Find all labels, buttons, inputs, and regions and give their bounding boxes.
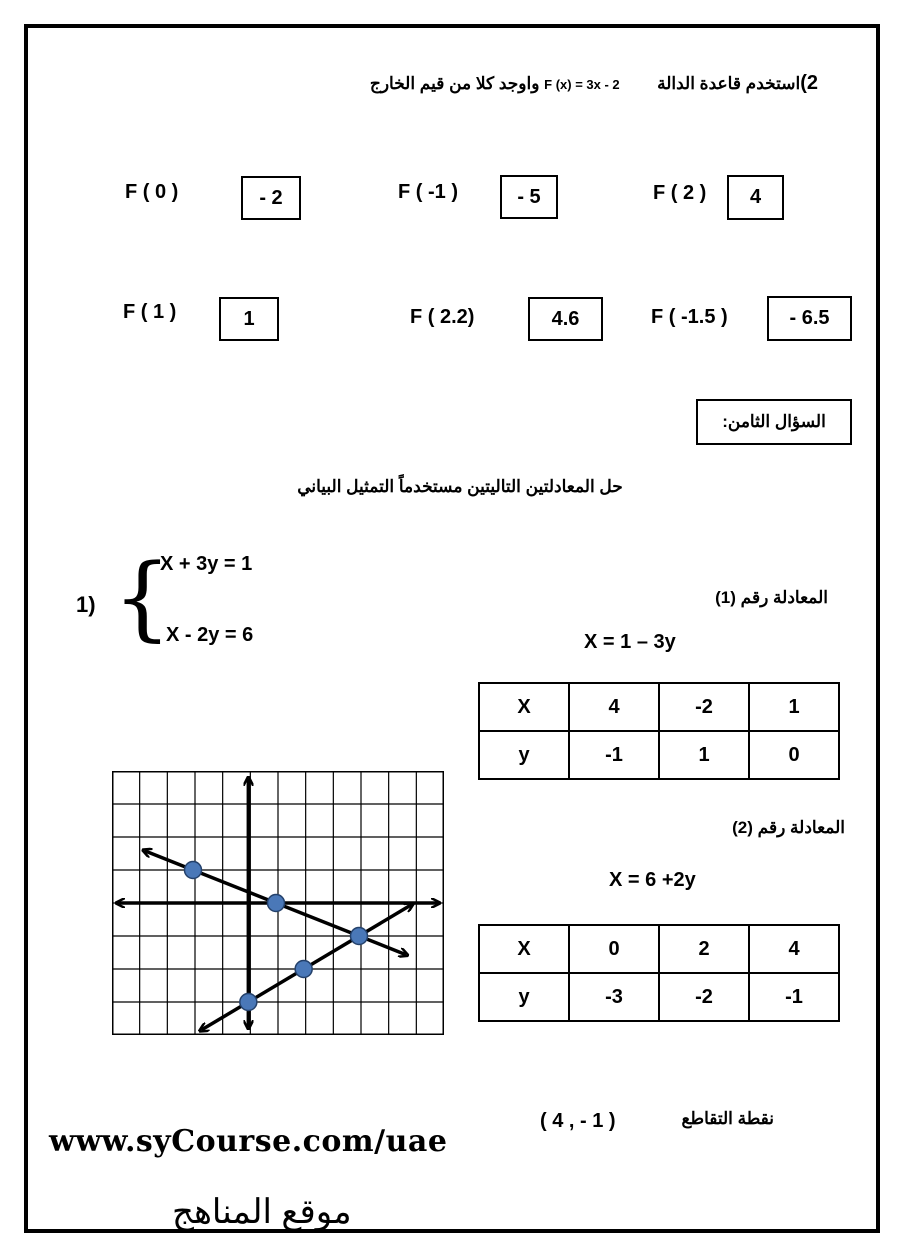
graph-point	[240, 994, 257, 1011]
table-cell: 1	[659, 731, 749, 779]
table-cell: y	[479, 973, 569, 1021]
q2-rule: F (x) = 3x - 2	[544, 77, 620, 92]
table-row	[479, 973, 839, 1021]
system-eq1: X + 3y = 1	[160, 553, 253, 575]
q2-header	[370, 72, 818, 95]
table-cell: 0	[569, 925, 659, 973]
table-cell: 2	[659, 925, 749, 973]
eq2-rearranged: X = 6 +2y	[609, 869, 696, 891]
eq1-rearranged: X = 1 – 3y	[584, 631, 676, 653]
table-cell: 4	[749, 925, 839, 973]
eval-value-2: - 5	[500, 175, 558, 219]
graph-point	[351, 928, 368, 945]
table-cell: -2	[659, 683, 749, 731]
eq1-title: المعادلة رقم (1)	[715, 588, 828, 607]
intersection-label: نقطة التقاطع	[681, 1109, 774, 1128]
eval-value-1: - 2	[241, 176, 301, 220]
eval-value-6: - 6.5	[767, 296, 852, 341]
eval-label-6: F ( -1.5 )	[651, 306, 728, 328]
eval-value-5: 4.6	[528, 297, 603, 341]
table-cell: -1	[749, 973, 839, 1021]
table-row	[479, 925, 839, 973]
table-cell: -1	[569, 731, 659, 779]
graph-point	[295, 961, 312, 978]
graph-point	[268, 895, 285, 912]
table-cell: -2	[659, 973, 749, 1021]
eval-label-3: F ( 2 )	[653, 182, 707, 204]
site-name: موقع المناهج	[172, 1193, 352, 1231]
eq2-table	[478, 924, 840, 1022]
eq1-table	[478, 682, 840, 780]
eval-label-1: F ( 0 )	[125, 181, 179, 203]
coordinate-graph	[112, 771, 444, 1035]
table-cell: y	[479, 731, 569, 779]
table-cell: -3	[569, 973, 659, 1021]
left-brace: {	[113, 544, 172, 651]
eval-value-4: 1	[219, 297, 279, 341]
table-row	[479, 683, 839, 731]
site-url: www.syCourse.com/uae	[49, 1124, 448, 1159]
q2-number: 2)	[800, 72, 818, 94]
table-cell: 1	[749, 683, 839, 731]
table-cell: 0	[749, 731, 839, 779]
table-row	[479, 731, 839, 779]
eq2-title: المعادلة رقم (2)	[732, 818, 845, 837]
table-cell: X	[479, 925, 569, 973]
eval-label-5: F ( 2.2)	[410, 306, 475, 328]
table-cell: 4	[569, 683, 659, 731]
system-eq2: X - 2y = 6	[166, 624, 254, 646]
graph-point	[185, 862, 202, 879]
eval-value-3: 4	[727, 175, 784, 220]
table-cell: X	[479, 683, 569, 731]
eval-label-2: F ( -1 )	[398, 181, 458, 203]
q8-heading: السؤال الثامن:	[696, 399, 852, 445]
q2-instruction-end: واوجد كلا من قيم الخارج	[369, 74, 540, 93]
system-number: 1)	[76, 592, 96, 617]
intersection-value: ( 4 , - 1 )	[540, 1110, 616, 1132]
eval-label-4: F ( 1 )	[123, 301, 177, 323]
q2-instruction: استخدم قاعدة الدالة	[657, 74, 801, 93]
q8-instruction: حل المعادلتين التاليتين مستخدماً التمثيل البياني	[297, 477, 623, 496]
